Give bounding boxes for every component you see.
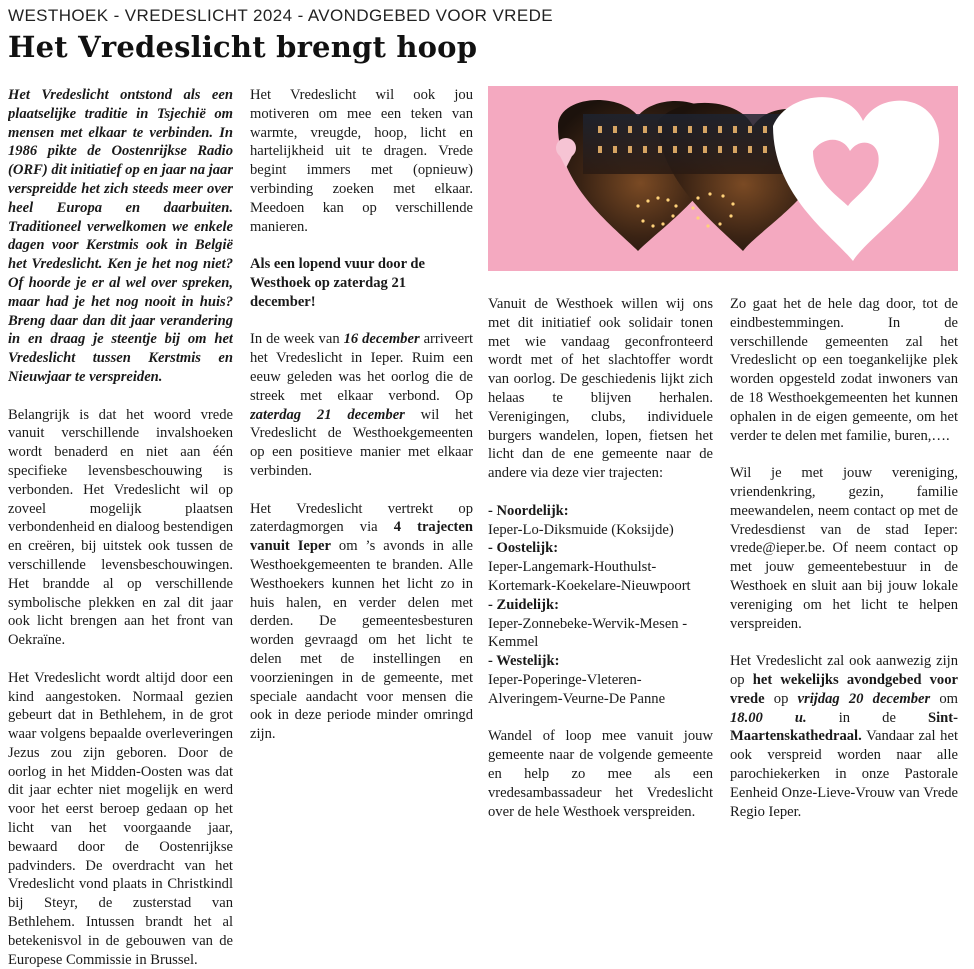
route-label: - Oostelijk: bbox=[488, 540, 559, 557]
section-kicker: WESTHOEK - VREDESLICHT 2024 - AVONDGEBED VOOR VREDE bbox=[8, 6, 554, 25]
route-path: Ieper-Langemark-Houthulst-Kortemark-Koekelare-Nieuwpoort bbox=[488, 559, 691, 594]
article-paragraph: Het Vredeslicht wordt altijd door een kind aangestoken. Normaal gezien gebeurt dat in Bethlehem, in de grot waar volgens bepaalde overleveringen Jezus zou zijn geboren. Door de oorlog in het Midden-Oosten was dat dit jaar echter niet mogelijk en werd voor het eerst beroep gedaan op het licht van het voorgaande jaar, bewaard door de Oostenrijkse padvinders. De overdracht van het Vredeslicht vond plaats in Christkindl bij Steyr, de zusterstad van Bethlehem. Intussen brandt het al betekenisvol in de gebouwen van de Europese Commissie in Brussel. bbox=[8, 669, 233, 968]
text-run: In de week van bbox=[250, 331, 344, 348]
route-list bbox=[488, 502, 713, 709]
text-run: Het Vredeslicht zal ook aanwezig zijn op bbox=[730, 653, 958, 688]
date-emphasis: vrijdag 20 december bbox=[797, 690, 931, 707]
article-column-2 bbox=[250, 86, 473, 744]
route-label: - Noordelijk: bbox=[488, 502, 569, 519]
article-paragraph: Wandel of loop mee vanuit jouw gemeente naar de volgende gemeente en help zo mee als een vredesambassadeur het Vredeslicht over de hele Westhoek verspreiden. bbox=[488, 728, 713, 820]
text-run: in de bbox=[806, 709, 928, 726]
article-photo bbox=[488, 86, 958, 271]
text-run: wil het Vredeslicht de Westhoekgemeenten op een positieve manier met elkaar verbinden. bbox=[250, 406, 473, 479]
article-paragraph: Het Vredeslicht wil ook jou motiveren om mee een teken van warmte, vreugde, hoop, licht en hartelijkheid uit te dragen. Vrede begint immers met (opnieuw) verbinding zoeken met elkaar. Meedoen kan op verschillende manieren. bbox=[250, 87, 473, 235]
text-run: om bbox=[930, 690, 958, 707]
text-run: Vandaar zal het ook verspreid worden naar alle parochiekerken in onze Pastorale Eenheid Onze-Lieve-Vrouw van Vrede Regio Ieper. bbox=[730, 728, 958, 820]
route-label: - Zuidelijk: bbox=[488, 596, 559, 613]
article-paragraph: Wil je met jouw vereniging, vriendenkring, gezin, familie meewandelen, neem contact op met de Vredesdienst van de stad Ieper: vrede@ieper.be. Of neem contact op met jouw gemeentebestuur in de Westhoek en sluit aan bij jouw lokale vereniging om het licht te helpen verspreiden. bbox=[730, 465, 958, 632]
date-emphasis: zaterdag 21 december bbox=[250, 406, 405, 423]
route-path: Ieper-Poperinge-Vleteren-Alveringem-Veurne-De Panne bbox=[488, 671, 666, 707]
article-column-1 bbox=[8, 86, 233, 969]
article-paragraph: Belangrijk is dat het woord vrede vanuit verschillende invalshoeken wordt benaderd en niet aan één specifieke levensbeschouwing is verbonden. Het Vredeslicht wil op zoveel mogelijk plaatsen verbondenheid en dialoog bestendigen en creëren, bij uitstek ook tussen de verschillende levensbeschouwingen. Het brandde al op verschillende symbolische plekken en zal dit jaar ook licht brengen aan het front van Oekraïne. bbox=[8, 406, 233, 649]
heart-photo-graphic bbox=[488, 86, 958, 271]
article-column-3 bbox=[488, 295, 713, 821]
event-emphasis: het wekelijks avondgebed voor vrede bbox=[730, 671, 958, 707]
location-emphasis: Sint-Maartenskathedraal. bbox=[730, 709, 958, 745]
article-paragraph bbox=[250, 500, 473, 744]
text-run: om ’s avonds in alle Westhoekgemeenten te branden. Alle Westhoekers kunnen het licht zo in huis halen, en verder delen met derden. De gemeentesbesturen worden gevraagd om het licht te delen met de instellingen en voorzieningen in de gemeente, met speciale aandacht voor mensen die ook in deze periode minder omringd zijn. bbox=[250, 538, 473, 743]
text-run: op bbox=[764, 690, 798, 707]
route-path: Ieper-Lo-Diksmuide (Koksijde) bbox=[488, 521, 674, 538]
text-run: arriveert het Vredeslicht in Ieper. Ruim een eeuw geleden was het oorlog die de streek met elkaar verbond. Op bbox=[250, 331, 473, 404]
building-facade bbox=[583, 114, 783, 174]
time-emphasis: 18.00 u. bbox=[730, 709, 807, 726]
date-emphasis: 16 december bbox=[343, 331, 420, 348]
article-paragraph bbox=[250, 330, 473, 480]
routes-emphasis: 4 trajecten vanuit Ieper bbox=[250, 519, 473, 555]
article-column-4 bbox=[730, 295, 958, 821]
article-intro: Het Vredeslicht ontstond als een plaatselijke traditie in Tsjechië om mensen met elkaar te verbinden. In 1986 pikte de Oostenrijkse Radio (ORF) dit initiatief op en jaar na jaar verspreidde het zich steeds meer over heel Europa en daarbuiten. Traditioneel verwelkomen we enkele dagen voor Kerstmis ook in België het Vredeslicht. Ken je het nog niet? Of hoorde je er al wel over spreken, maar had je het nog nooit in huis? Breng daar dan dit jaar verandering in en draag je steentje bij om het Vredeslicht tussen Kerstmis en Nieuwjaar te verspreiden. bbox=[8, 87, 233, 385]
article-paragraph bbox=[730, 652, 958, 821]
article-paragraph: Zo gaat het de hele dag door, tot de eindbestemmingen. In de verschillende gemeenten zal het Vredeslicht op een toegankelijke plek worden opgesteld zodat inwoners van de 18 Westhoekgemeenten het kunnen ophalen in de eigen gemeente, om het verder te delen met familie, buren,…. bbox=[730, 296, 958, 444]
text-run: Het Vredeslicht vertrekt op zaterdagmorgen via bbox=[250, 500, 473, 536]
route-path: Ieper-Zonnebeke-Wervik-Mesen -Kemmel bbox=[488, 615, 688, 651]
article-paragraph: Vanuit de Westhoek willen wij ons met dit initiatief ook solidair tonen met wie vandaag geconfronteerd wordt met of het slachtoffer wordt van oorlog. De geschiedenis lijkt zich helaas te blijven herhalen. Verenigingen, clubs, individuele burgers wandelen, lopen, fietsen het licht dan de ene gemeente naar de andere via deze vier trajecten: bbox=[488, 296, 713, 482]
article-title: Het Vredeslicht brengt hoop bbox=[8, 30, 478, 64]
route-label: - Westelijk: bbox=[488, 653, 560, 670]
article-subheading: Als een lopend vuur door de Westhoek op zaterdag 21 december! bbox=[250, 256, 426, 310]
